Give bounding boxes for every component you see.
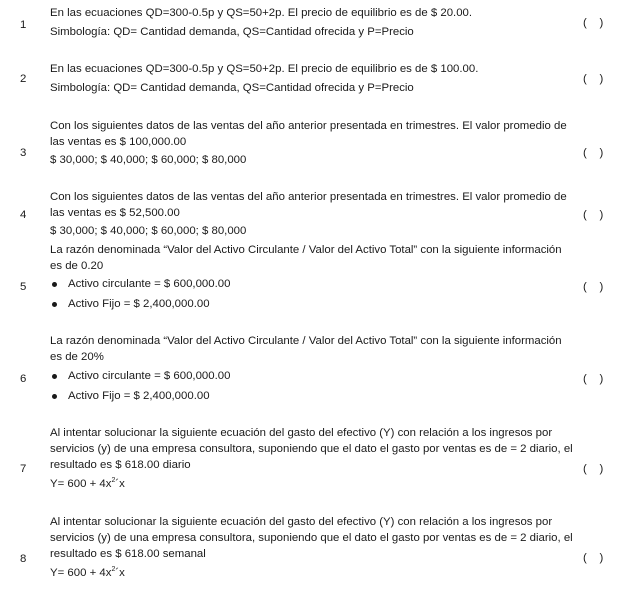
sales-data: $ 30,000; $ 40,000; $ 60,000; $ 80,000 (50, 225, 247, 237)
equation (50, 565, 575, 581)
equation (50, 476, 575, 492)
question-5 (50, 242, 575, 312)
sales-data: $ 30,000; $ 40,000; $ 60,000; $ 80,000 (50, 154, 247, 166)
answer-blank[interactable]: ( ) (583, 463, 604, 475)
item-number: 6 (20, 373, 27, 385)
item-number: 5 (20, 281, 27, 293)
equation-base: Y= 600 + 4x (50, 567, 112, 579)
equation-tail: ´x (115, 567, 125, 579)
answer-blank[interactable]: ( ) (583, 147, 604, 159)
question-3 (50, 118, 575, 168)
question-line: En las ecuaciones QD=300-0.5p y QS=50+2p. El precio de equilibrio es de $ 20.00. (50, 7, 473, 19)
bullet-item: Activo Fijo = $ 2,400,000.00 (50, 388, 575, 404)
question-text: Al intentar solucionar la siguiente ecuación del gasto del efectivo (Y) con relación a los ingresos por servicios (y) de una empresa consultora, suponiendo que el dato el gasto por ventas es de = 2 diario, el resultado es $ 618.00 semanal (50, 516, 573, 560)
question-line: Simbología: QD= Cantidad demanda, QS=Cantidad ofrecida y P=Precio (50, 26, 414, 38)
item-number: 7 (20, 463, 27, 475)
question-4 (50, 189, 575, 239)
item-number: 4 (20, 209, 27, 221)
question-1 (50, 5, 575, 40)
equation-base: Y= 600 + 4x (50, 478, 112, 490)
question-text: La razón denominada “Valor del Activo Circulante / Valor del Activo Total” con la siguiente información es de 0.20 (50, 244, 562, 272)
bullet-item: Activo circulante = $ 600,000.00 (50, 276, 575, 292)
bullet-item: Activo circulante = $ 600,000.00 (50, 368, 575, 384)
question-line: En las ecuaciones QD=300-0.5p y QS=50+2p. El precio de equilibrio es de $ 100.00. (50, 63, 479, 75)
item-number: 1 (20, 19, 27, 31)
equation-tail: ´x (115, 478, 125, 490)
item-number: 3 (20, 147, 27, 159)
answer-blank[interactable]: ( ) (583, 552, 604, 564)
question-2 (50, 61, 575, 96)
question-text: Al intentar solucionar la siguiente ecuación del gasto del efectivo (Y) con relación a los ingresos por servicios (y) de una empresa consultora, suponiendo que el dato el gasto por ventas es de = 2 diario, el resultado es $ 618.00 diario (50, 427, 573, 471)
question-text: Con los siguientes datos de las ventas del año anterior presentada en trimestres. El valor promedio de las ventas es $ 52,500.00 (50, 191, 567, 219)
bullet-item: Activo Fijo = $ 2,400,000.00 (50, 296, 575, 312)
question-7 (50, 425, 575, 492)
question-line: Simbología: QD= Cantidad demanda, QS=Cantidad ofrecida y P=Precio (50, 82, 414, 94)
item-number: 8 (20, 553, 27, 565)
answer-blank[interactable]: ( ) (583, 209, 604, 221)
question-text: Con los siguientes datos de las ventas del año anterior presentada en trimestres. El valor promedio de las ventas es $ 100,000.00 (50, 120, 567, 148)
question-6 (50, 333, 575, 404)
equation-exponent: 2 (111, 477, 116, 485)
item-number: 2 (20, 73, 27, 85)
answer-blank[interactable]: ( ) (583, 17, 604, 29)
answer-blank[interactable]: ( ) (583, 281, 604, 293)
question-8 (50, 514, 575, 581)
answer-blank[interactable]: ( ) (583, 73, 604, 85)
equation-exponent: 2 (111, 566, 116, 574)
answer-blank[interactable]: ( ) (583, 373, 604, 385)
question-text: La razón denominada “Valor del Activo Circulante / Valor del Activo Total” con la siguiente información es de 20% (50, 335, 562, 363)
